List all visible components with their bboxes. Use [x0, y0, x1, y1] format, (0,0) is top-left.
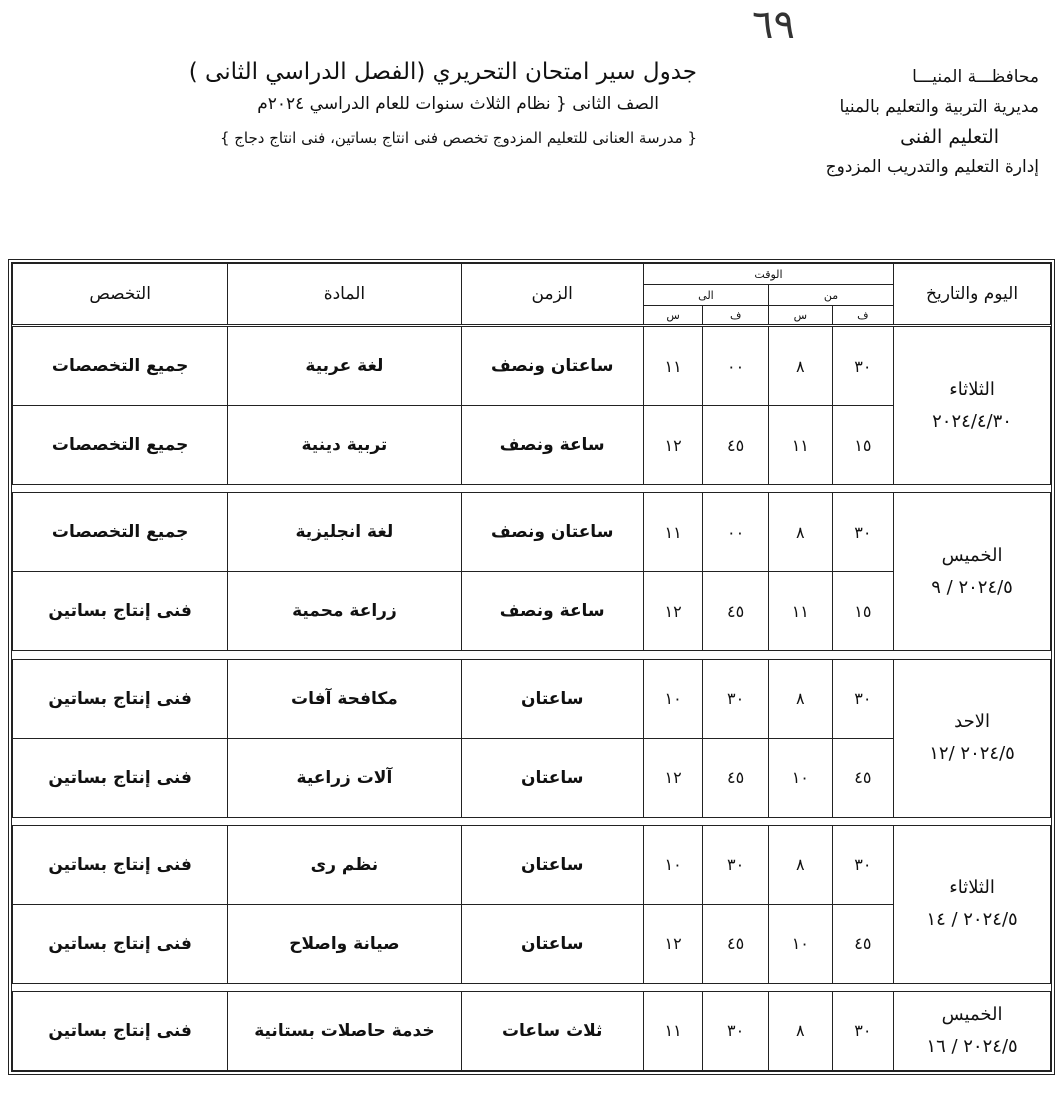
day-name: الخميس — [941, 1003, 1003, 1025]
from-hour: ١١ — [769, 572, 833, 651]
to-hour: ١١ — [643, 991, 702, 1070]
to-minute: ٤٥ — [703, 904, 769, 983]
header-to-minute: ف — [703, 306, 769, 326]
row-separator — [13, 485, 1051, 493]
from-minute: ٣٠ — [832, 326, 893, 406]
subject-cell: لغة عربية — [228, 326, 461, 406]
from-hour: ٨ — [769, 493, 833, 572]
day-cell — [894, 825, 1051, 983]
subject-cell: لغة انجليزية — [228, 493, 461, 572]
header-specialization: التخصص — [13, 264, 228, 326]
to-minute: ٤٥ — [703, 572, 769, 651]
exam-date: ٢٠٢٤/٥ / ١٤ — [926, 909, 1018, 931]
specialization-cell: جميع التخصصات — [13, 406, 228, 485]
schedule-grid — [12, 263, 1051, 1071]
document-title-block — [189, 54, 697, 158]
header-from-minute: ف — [832, 306, 893, 326]
to-minute: ٣٠ — [703, 825, 769, 904]
from-hour: ١٠ — [769, 904, 833, 983]
to-hour: ١١ — [643, 493, 702, 572]
specialization-cell: جميع التخصصات — [13, 493, 228, 572]
specialization-cell: فنى إنتاج بساتين — [13, 659, 228, 738]
day-cell — [894, 991, 1051, 1070]
specialization-cell: فنى إنتاج بساتين — [13, 572, 228, 651]
to-hour: ١٠ — [643, 659, 702, 738]
subject-cell: خدمة حاصلات بستانية — [228, 991, 461, 1070]
header-day-date: اليوم والتاريخ — [894, 264, 1051, 326]
exam-date: ٢٠٢٤/٥ / ٩ — [931, 576, 1013, 598]
page-number: ٦٩ — [752, 2, 795, 48]
school-line: { مدرسة العنانى للتعليم المزدوج تخصص فنى انتاج بساتين، فنى انتاج دجاج } — [219, 129, 697, 147]
subject-cell: آلات زراعية — [228, 738, 461, 817]
duration-cell: ساعة ونصف — [461, 572, 643, 651]
to-minute: ٣٠ — [703, 991, 769, 1070]
to-minute: ٠٠ — [703, 326, 769, 406]
from-minute: ١٥ — [832, 406, 893, 485]
header-from-hour: س — [769, 306, 833, 326]
header-subject: المادة — [228, 264, 461, 326]
day-cell — [894, 493, 1051, 651]
specialization-cell: فنى إنتاج بساتين — [13, 738, 228, 817]
duration-cell: ساعة ونصف — [461, 406, 643, 485]
from-hour: ٨ — [769, 326, 833, 406]
subject-cell: تربية دينية — [228, 406, 461, 485]
duration-cell: ساعتان — [461, 825, 643, 904]
from-minute: ١٥ — [832, 572, 893, 651]
exam-schedule-table — [8, 259, 1055, 1075]
day-name: الثلاثاء — [949, 877, 995, 899]
exam-date: ٢٠٢٤/٥ /١٢ — [929, 743, 1015, 765]
administration-line: إدارة التعليم والتدريب المزدوج — [825, 157, 1039, 177]
grade-line: الصف الثانى { نظام الثلاث سنوات للعام الدراسي ٢٠٢٤م — [257, 94, 659, 114]
to-minute: ٠٠ — [703, 493, 769, 572]
duration-cell: ثلاث ساعات — [461, 991, 643, 1070]
day-cell — [894, 659, 1051, 817]
day-cell — [894, 326, 1051, 485]
subject-cell: زراعة محمية — [228, 572, 461, 651]
duration-cell: ساعتان ونصف — [461, 493, 643, 572]
to-hour: ١٠ — [643, 825, 702, 904]
header-from: من — [769, 285, 894, 306]
subject-cell: مكافحة آفات — [228, 659, 461, 738]
exam-date: ٢٠٢٤/٤/٣٠ — [932, 410, 1012, 432]
duration-cell: ساعتان — [461, 738, 643, 817]
row-separator — [13, 651, 1051, 659]
row-separator — [13, 983, 1051, 991]
to-hour: ١١ — [643, 326, 702, 406]
from-minute: ٣٠ — [832, 991, 893, 1070]
from-minute: ٤٥ — [832, 904, 893, 983]
subject-cell: نظم رى — [228, 825, 461, 904]
specialization-cell: فنى إنتاج بساتين — [13, 825, 228, 904]
header-time: الوقت — [643, 264, 893, 285]
specialization-cell: فنى إنتاج بساتين — [13, 991, 228, 1070]
row-separator — [13, 817, 1051, 825]
issuer-header — [826, 62, 1039, 182]
from-minute: ٣٠ — [832, 825, 893, 904]
specialization-cell: جميع التخصصات — [13, 326, 228, 406]
from-hour: ١١ — [769, 406, 833, 485]
duration-cell: ساعتان — [461, 659, 643, 738]
specialization-cell: فنى إنتاج بساتين — [13, 904, 228, 983]
header-to-hour: س — [643, 306, 702, 326]
exam-date: ٢٠٢٤/٥ / ١٦ — [926, 1035, 1018, 1057]
from-minute: ٣٠ — [832, 493, 893, 572]
directorate-line: مديرية التربية والتعليم بالمنيا — [839, 97, 1039, 117]
header-to: الى — [643, 285, 768, 306]
day-name: الاحد — [954, 711, 990, 733]
subject-cell: صيانة واصلاح — [228, 904, 461, 983]
day-name: الخميس — [941, 544, 1003, 566]
to-minute: ٤٥ — [703, 738, 769, 817]
from-hour: ٨ — [769, 991, 833, 1070]
to-hour: ١٢ — [643, 904, 702, 983]
header-duration: الزمن — [461, 264, 643, 326]
to-hour: ١٢ — [643, 572, 702, 651]
to-minute: ٤٥ — [703, 406, 769, 485]
department-line: التعليم الفنى — [900, 126, 999, 148]
from-hour: ١٠ — [769, 738, 833, 817]
from-hour: ٨ — [769, 659, 833, 738]
duration-cell: ساعتان ونصف — [461, 326, 643, 406]
document-title: جدول سير امتحان التحريري (الفصل الدراسي الثانى ) — [188, 59, 697, 85]
to-hour: ١٢ — [643, 406, 702, 485]
from-minute: ٤٥ — [832, 738, 893, 817]
governorate-line: محافظـــة المنيـــا — [912, 67, 1039, 87]
to-minute: ٣٠ — [703, 659, 769, 738]
from-minute: ٣٠ — [832, 659, 893, 738]
duration-cell: ساعتان — [461, 904, 643, 983]
to-hour: ١٢ — [643, 738, 702, 817]
from-hour: ٨ — [769, 825, 833, 904]
day-name: الثلاثاء — [949, 378, 995, 400]
